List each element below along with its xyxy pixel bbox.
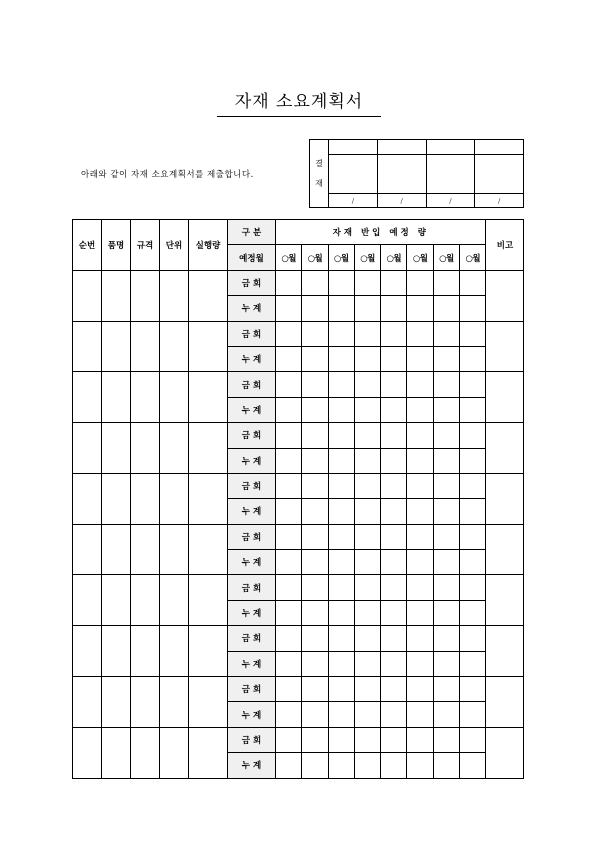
row-label-this-time: 금 회 (228, 473, 276, 498)
month-qty-cell[interactable] (381, 575, 407, 600)
row-label-cumulative: 누 계 (228, 397, 276, 422)
month-qty-cell[interactable] (354, 423, 380, 448)
month-qty-cell[interactable] (276, 753, 302, 778)
month-header: ○월 (407, 245, 433, 270)
month-qty-cell[interactable] (407, 677, 433, 702)
unit-cell[interactable] (160, 473, 189, 524)
table-row (73, 575, 524, 600)
remark-cell[interactable] (486, 677, 524, 728)
header-category: 구 분 (228, 220, 276, 245)
approval-header-cell[interactable] (426, 140, 475, 155)
seq-cell[interactable] (73, 473, 102, 524)
month-qty-cell[interactable] (381, 372, 407, 397)
approval-date-cell[interactable]: / (475, 194, 524, 208)
month-qty-cell[interactable] (407, 296, 433, 321)
row-label-cumulative: 누 계 (228, 499, 276, 524)
table-row (73, 321, 524, 346)
month-qty-cell[interactable] (381, 499, 407, 524)
unit-cell[interactable] (160, 575, 189, 626)
month-qty-cell[interactable] (354, 270, 380, 295)
row-label-cumulative: 누 계 (228, 296, 276, 321)
spec-cell[interactable] (131, 524, 160, 575)
month-qty-cell[interactable] (433, 372, 459, 397)
month-qty-cell[interactable] (328, 677, 354, 702)
row-label-this-time: 금 회 (228, 575, 276, 600)
month-qty-cell[interactable] (302, 651, 328, 676)
month-qty-cell[interactable] (354, 321, 380, 346)
month-qty-cell[interactable] (302, 346, 328, 371)
month-qty-cell[interactable] (407, 397, 433, 422)
spec-cell[interactable] (131, 423, 160, 474)
month-qty-cell[interactable] (328, 651, 354, 676)
intro-text: 아래와 같이 자재 소요계획서를 제출합니다. (81, 170, 254, 180)
month-qty-cell[interactable] (381, 473, 407, 498)
month-qty-cell[interactable] (460, 677, 486, 702)
month-qty-cell[interactable] (328, 448, 354, 473)
month-qty-cell[interactable] (276, 651, 302, 676)
unit-cell[interactable] (160, 524, 189, 575)
row-label-cumulative: 누 계 (228, 448, 276, 473)
item-cell[interactable] (102, 423, 131, 474)
spec-cell[interactable] (131, 321, 160, 372)
exec-qty-cell[interactable] (189, 270, 228, 321)
seq-cell[interactable] (73, 727, 102, 778)
month-qty-cell[interactable] (354, 753, 380, 778)
month-qty-cell[interactable] (302, 677, 328, 702)
month-header: ○월 (354, 245, 380, 270)
month-qty-cell[interactable] (433, 600, 459, 625)
header-unit: 단위 (160, 220, 189, 271)
header-item: 품명 (102, 220, 131, 271)
month-qty-cell[interactable] (407, 626, 433, 651)
month-qty-cell[interactable] (433, 270, 459, 295)
table-row (73, 727, 524, 752)
month-qty-cell[interactable] (433, 727, 459, 752)
row-label-this-time: 금 회 (228, 524, 276, 549)
row-label-this-time: 금 회 (228, 270, 276, 295)
row-label-cumulative: 누 계 (228, 753, 276, 778)
row-label-this-time: 금 회 (228, 423, 276, 448)
item-cell[interactable] (102, 321, 131, 372)
month-qty-cell[interactable] (433, 321, 459, 346)
exec-qty-cell[interactable] (189, 575, 228, 626)
header-seq: 순번 (73, 220, 102, 271)
month-qty-cell[interactable] (302, 270, 328, 295)
month-qty-cell[interactable] (354, 499, 380, 524)
unit-cell[interactable] (160, 626, 189, 677)
row-label-cumulative: 누 계 (228, 550, 276, 575)
month-qty-cell[interactable] (433, 473, 459, 498)
month-qty-cell[interactable] (276, 372, 302, 397)
month-qty-cell[interactable] (276, 550, 302, 575)
month-qty-cell[interactable] (433, 346, 459, 371)
month-qty-cell[interactable] (381, 296, 407, 321)
month-header: ○월 (328, 245, 354, 270)
month-qty-cell[interactable] (354, 677, 380, 702)
month-qty-cell[interactable] (276, 423, 302, 448)
month-qty-cell[interactable] (381, 727, 407, 752)
row-label-cumulative: 누 계 (228, 651, 276, 676)
month-qty-cell[interactable] (381, 702, 407, 727)
month-qty-cell[interactable] (276, 321, 302, 346)
exec-qty-cell[interactable] (189, 473, 228, 524)
month-qty-cell[interactable] (276, 448, 302, 473)
row-label-this-time: 금 회 (228, 372, 276, 397)
remark-cell[interactable] (486, 372, 524, 423)
month-qty-cell[interactable] (460, 753, 486, 778)
spec-cell[interactable] (131, 270, 160, 321)
month-qty-cell[interactable] (460, 448, 486, 473)
month-qty-cell[interactable] (328, 753, 354, 778)
month-qty-cell[interactable] (276, 575, 302, 600)
seq-cell[interactable] (73, 575, 102, 626)
row-label-cumulative: 누 계 (228, 702, 276, 727)
month-qty-cell[interactable] (276, 270, 302, 295)
month-qty-cell[interactable] (354, 397, 380, 422)
month-qty-cell[interactable] (302, 296, 328, 321)
month-qty-cell[interactable] (302, 600, 328, 625)
row-label-cumulative: 누 계 (228, 600, 276, 625)
month-qty-cell[interactable] (302, 753, 328, 778)
month-qty-cell[interactable] (381, 270, 407, 295)
material-plan-table (72, 219, 524, 779)
unit-cell[interactable] (160, 372, 189, 423)
month-qty-cell[interactable] (354, 372, 380, 397)
month-qty-cell[interactable] (302, 473, 328, 498)
month-qty-cell[interactable] (276, 702, 302, 727)
approval-header-cell[interactable] (377, 140, 426, 155)
month-qty-cell[interactable] (302, 702, 328, 727)
month-qty-cell[interactable] (328, 575, 354, 600)
remark-cell[interactable] (486, 321, 524, 372)
month-qty-cell[interactable] (276, 397, 302, 422)
month-qty-cell[interactable] (407, 423, 433, 448)
spec-cell[interactable] (131, 677, 160, 728)
month-qty-cell[interactable] (354, 296, 380, 321)
exec-qty-cell[interactable] (189, 423, 228, 474)
month-qty-cell[interactable] (354, 448, 380, 473)
row-label-this-time: 금 회 (228, 321, 276, 346)
month-qty-cell[interactable] (460, 321, 486, 346)
month-qty-cell[interactable] (407, 753, 433, 778)
item-cell[interactable] (102, 677, 131, 728)
month-qty-cell[interactable] (460, 296, 486, 321)
item-cell[interactable] (102, 372, 131, 423)
seq-cell[interactable] (73, 626, 102, 677)
month-qty-cell[interactable] (328, 626, 354, 651)
month-qty-cell[interactable] (407, 499, 433, 524)
month-qty-cell[interactable] (354, 575, 380, 600)
month-qty-cell[interactable] (407, 727, 433, 752)
unit-cell[interactable] (160, 270, 189, 321)
month-qty-cell[interactable] (381, 753, 407, 778)
item-cell[interactable] (102, 626, 131, 677)
month-qty-cell[interactable] (381, 397, 407, 422)
approval-date-cell[interactable]: / (426, 194, 475, 208)
exec-qty-cell[interactable] (189, 727, 228, 778)
month-qty-cell[interactable] (302, 499, 328, 524)
month-qty-cell[interactable] (354, 473, 380, 498)
month-qty-cell[interactable] (354, 600, 380, 625)
month-qty-cell[interactable] (328, 524, 354, 549)
month-qty-cell[interactable] (381, 448, 407, 473)
exec-qty-cell[interactable] (189, 372, 228, 423)
month-qty-cell[interactable] (381, 423, 407, 448)
table-row (73, 677, 524, 702)
month-qty-cell[interactable] (354, 550, 380, 575)
month-qty-cell[interactable] (302, 321, 328, 346)
month-header: ○월 (276, 245, 302, 270)
exec-qty-cell[interactable] (189, 626, 228, 677)
remark-cell[interactable] (486, 626, 524, 677)
spec-cell[interactable] (131, 473, 160, 524)
item-cell[interactable] (102, 727, 131, 778)
month-qty-cell[interactable] (276, 727, 302, 752)
spec-cell[interactable] (131, 727, 160, 778)
table-row (73, 270, 524, 295)
month-qty-cell[interactable] (460, 397, 486, 422)
month-qty-cell[interactable] (302, 626, 328, 651)
row-label-this-time: 금 회 (228, 677, 276, 702)
month-qty-cell[interactable] (460, 600, 486, 625)
month-qty-cell[interactable] (407, 270, 433, 295)
month-qty-cell[interactable] (460, 499, 486, 524)
exec-qty-cell[interactable] (189, 524, 228, 575)
approval-signature-cell[interactable] (426, 155, 475, 194)
month-qty-cell[interactable] (328, 296, 354, 321)
month-qty-cell[interactable] (460, 372, 486, 397)
table-row (73, 524, 524, 549)
seq-cell[interactable] (73, 372, 102, 423)
month-qty-cell[interactable] (381, 626, 407, 651)
approval-date-cell[interactable]: / (329, 194, 378, 208)
remark-cell[interactable] (486, 423, 524, 474)
month-qty-cell[interactable] (276, 626, 302, 651)
unit-cell[interactable] (160, 677, 189, 728)
header-remark: 비고 (486, 220, 524, 271)
month-qty-cell[interactable] (302, 550, 328, 575)
month-header: ○월 (433, 245, 459, 270)
month-qty-cell[interactable] (433, 423, 459, 448)
month-qty-cell[interactable] (328, 600, 354, 625)
month-qty-cell[interactable] (433, 575, 459, 600)
month-qty-cell[interactable] (276, 473, 302, 498)
approval-box (309, 139, 524, 208)
month-qty-cell[interactable] (381, 321, 407, 346)
month-qty-cell[interactable] (328, 372, 354, 397)
month-qty-cell[interactable] (328, 499, 354, 524)
month-qty-cell[interactable] (433, 651, 459, 676)
month-qty-cell[interactable] (460, 423, 486, 448)
month-qty-cell[interactable] (433, 626, 459, 651)
month-qty-cell[interactable] (381, 651, 407, 676)
table-row (73, 423, 524, 448)
month-qty-cell[interactable] (354, 346, 380, 371)
month-qty-cell[interactable] (276, 677, 302, 702)
remark-cell[interactable] (486, 524, 524, 575)
month-qty-cell[interactable] (433, 550, 459, 575)
month-qty-cell[interactable] (381, 677, 407, 702)
item-cell[interactable] (102, 524, 131, 575)
row-label-cumulative: 누 계 (228, 346, 276, 371)
header-due-month: 예정월 (228, 245, 276, 270)
month-qty-cell[interactable] (460, 346, 486, 371)
month-qty-cell[interactable] (276, 346, 302, 371)
approval-header-cell[interactable] (329, 140, 378, 155)
spec-cell[interactable] (131, 626, 160, 677)
month-qty-cell[interactable] (433, 397, 459, 422)
month-qty-cell[interactable] (354, 702, 380, 727)
approval-header-cell[interactable] (475, 140, 524, 155)
month-qty-cell[interactable] (407, 550, 433, 575)
month-header: ○월 (302, 245, 328, 270)
month-header: ○월 (460, 245, 486, 270)
month-qty-cell[interactable] (407, 372, 433, 397)
month-qty-cell[interactable] (276, 524, 302, 549)
header-spec: 규격 (131, 220, 160, 271)
remark-cell[interactable] (486, 575, 524, 626)
table-row (73, 372, 524, 397)
month-qty-cell[interactable] (302, 448, 328, 473)
spec-cell[interactable] (131, 372, 160, 423)
month-qty-cell[interactable] (407, 651, 433, 676)
month-qty-cell[interactable] (302, 397, 328, 422)
month-qty-cell[interactable] (433, 499, 459, 524)
month-qty-cell[interactable] (460, 550, 486, 575)
month-qty-cell[interactable] (328, 423, 354, 448)
month-qty-cell[interactable] (302, 372, 328, 397)
month-qty-cell[interactable] (407, 346, 433, 371)
month-qty-cell[interactable] (460, 473, 486, 498)
month-qty-cell[interactable] (328, 397, 354, 422)
month-qty-cell[interactable] (381, 524, 407, 549)
month-header: ○월 (381, 245, 407, 270)
month-qty-cell[interactable] (328, 702, 354, 727)
month-qty-cell[interactable] (460, 702, 486, 727)
month-qty-cell[interactable] (354, 524, 380, 549)
table-row (73, 626, 524, 651)
month-qty-cell[interactable] (381, 550, 407, 575)
unit-cell[interactable] (160, 423, 189, 474)
month-qty-cell[interactable] (328, 346, 354, 371)
month-qty-cell[interactable] (460, 626, 486, 651)
month-qty-cell[interactable] (407, 702, 433, 727)
month-qty-cell[interactable] (276, 296, 302, 321)
month-qty-cell[interactable] (460, 524, 486, 549)
remark-cell[interactable] (486, 473, 524, 524)
month-qty-cell[interactable] (328, 727, 354, 752)
remark-cell[interactable] (486, 727, 524, 778)
month-qty-cell[interactable] (407, 448, 433, 473)
month-qty-cell[interactable] (460, 727, 486, 752)
month-qty-cell[interactable] (354, 727, 380, 752)
month-qty-cell[interactable] (328, 550, 354, 575)
item-cell[interactable] (102, 575, 131, 626)
month-qty-cell[interactable] (276, 499, 302, 524)
item-cell[interactable] (102, 473, 131, 524)
month-qty-cell[interactable] (460, 270, 486, 295)
month-qty-cell[interactable] (328, 270, 354, 295)
month-qty-cell[interactable] (302, 423, 328, 448)
seq-cell[interactable] (73, 321, 102, 372)
month-qty-cell[interactable] (433, 753, 459, 778)
approval-date-cell[interactable]: / (377, 194, 426, 208)
month-qty-cell[interactable] (302, 575, 328, 600)
header-exec-qty: 실행량 (189, 220, 228, 271)
month-qty-cell[interactable] (407, 600, 433, 625)
month-qty-cell[interactable] (433, 677, 459, 702)
month-qty-cell[interactable] (276, 600, 302, 625)
month-qty-cell[interactable] (328, 321, 354, 346)
month-qty-cell[interactable] (433, 702, 459, 727)
spec-cell[interactable] (131, 575, 160, 626)
month-qty-cell[interactable] (328, 473, 354, 498)
seq-cell[interactable] (73, 423, 102, 474)
month-qty-cell[interactable] (407, 524, 433, 549)
month-qty-cell[interactable] (433, 296, 459, 321)
approval-signature-cell[interactable] (475, 155, 524, 194)
month-qty-cell[interactable] (407, 321, 433, 346)
month-qty-cell[interactable] (381, 346, 407, 371)
row-label-this-time: 금 회 (228, 727, 276, 752)
approval-label: 결 재 (310, 140, 329, 208)
month-qty-cell[interactable] (302, 524, 328, 549)
seq-cell[interactable] (73, 677, 102, 728)
seq-cell[interactable] (73, 270, 102, 321)
month-qty-cell[interactable] (354, 626, 380, 651)
seq-cell[interactable] (73, 524, 102, 575)
month-qty-cell[interactable] (354, 651, 380, 676)
month-qty-cell[interactable] (433, 448, 459, 473)
exec-qty-cell[interactable] (189, 321, 228, 372)
unit-cell[interactable] (160, 727, 189, 778)
month-qty-cell[interactable] (460, 651, 486, 676)
approval-signature-cell[interactable] (377, 155, 426, 194)
header-plan-title: 자재 반입 예정 량 (276, 220, 486, 245)
month-qty-cell[interactable] (433, 524, 459, 549)
approval-signature-cell[interactable] (329, 155, 378, 194)
month-qty-cell[interactable] (407, 473, 433, 498)
row-label-this-time: 금 회 (228, 626, 276, 651)
table-row (73, 473, 524, 498)
remark-cell[interactable] (486, 270, 524, 321)
document-title: 자재 소요계획서 (217, 90, 381, 117)
month-qty-cell[interactable] (407, 575, 433, 600)
month-qty-cell[interactable] (381, 600, 407, 625)
month-qty-cell[interactable] (460, 575, 486, 600)
exec-qty-cell[interactable] (189, 677, 228, 728)
item-cell[interactable] (102, 270, 131, 321)
unit-cell[interactable] (160, 321, 189, 372)
month-qty-cell[interactable] (302, 727, 328, 752)
